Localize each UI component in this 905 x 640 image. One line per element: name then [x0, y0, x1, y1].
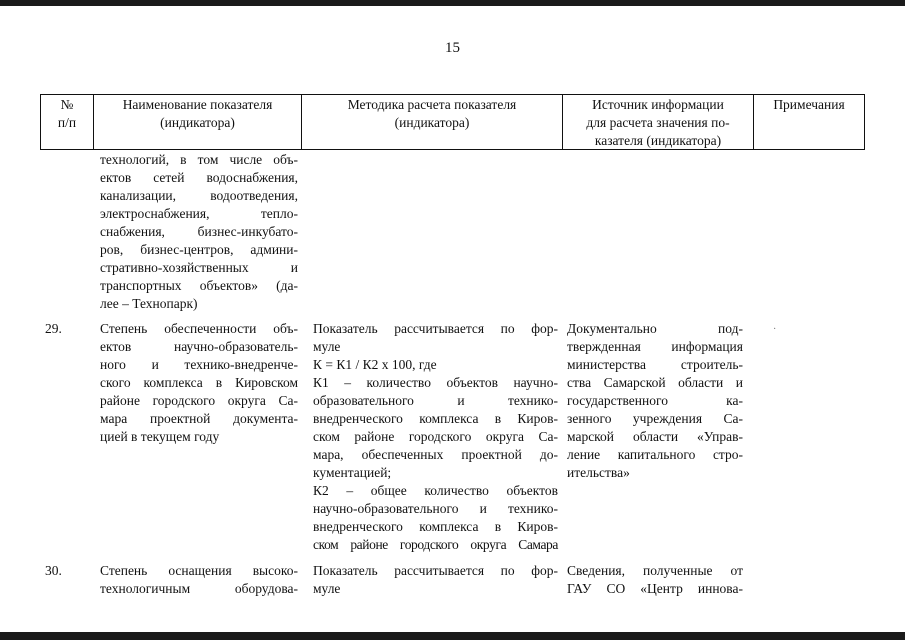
name-line: Степень оснащения высоко- — [100, 563, 298, 578]
header-number — [41, 96, 93, 132]
method-line: кументацией; — [313, 465, 392, 480]
method-line: муле — [313, 339, 341, 354]
header-method-line2: (индикатора) — [394, 115, 470, 130]
source-line: министерства строитель- — [567, 357, 743, 372]
header-source-line2: для расчета значения по- — [586, 115, 730, 130]
source-line: Сведения, полученные от — [567, 563, 743, 578]
row-29-method-cell — [313, 320, 558, 554]
source-line: твержденная информация — [567, 339, 743, 354]
row-29-number: 29. — [45, 321, 62, 336]
name-line: мара проектной документа- — [100, 411, 298, 426]
continuation-line: канализации, водоотведения, — [100, 188, 298, 203]
header-top-rule — [40, 94, 864, 95]
source-line: государственного ка- — [567, 393, 743, 408]
method-line: внедренческого комплекса в Киров- — [313, 519, 558, 534]
header-source-line3: казателя (индикатора) — [594, 133, 722, 148]
name-line: технологичным оборудова- — [100, 581, 298, 596]
source-line: ление капитального стро- — [567, 447, 743, 462]
method-line: образовательного и технико- — [313, 393, 558, 408]
source-line: марской области «Управ- — [567, 429, 743, 444]
method-line: муле — [313, 581, 341, 596]
continuation-line: транспортных объектов» (да- — [100, 278, 298, 293]
source-line: зенного учреждения Са- — [567, 411, 743, 426]
method-line: мара, обеспеченных проектной до- — [313, 447, 558, 462]
continuation-line: лее – Технопарк) — [100, 296, 198, 311]
header-number-line2: п/п — [57, 115, 77, 130]
name-line: районе городского округа Са- — [100, 393, 298, 408]
row-29-source-cell — [567, 320, 743, 482]
method-line: Показатель рассчитывается по фор- — [313, 321, 558, 336]
method-line: Показатель рассчитывается по фор- — [313, 563, 558, 578]
row-30-method-cell — [313, 562, 558, 598]
header-method-line1: Методика расчета показателя — [347, 97, 517, 112]
source-line: ства Самарской области и — [567, 375, 743, 390]
scan-speck: · — [773, 324, 777, 335]
page-number: 15 — [445, 40, 460, 56]
method-line: ском районе городского округа Са- — [313, 429, 558, 444]
name-line: Степень обеспеченности объ- — [100, 321, 298, 336]
continuation-name-cell — [100, 151, 298, 313]
header-source — [563, 96, 753, 150]
source-line: ительства» — [567, 465, 630, 480]
continuation-line: стративно-хозяйственных и — [100, 260, 298, 275]
top-border — [0, 0, 905, 6]
continuation-line: ектов сетей водоснабжения, — [100, 170, 298, 185]
header-notes-line1: Примечания — [773, 97, 845, 112]
header-divider-6 — [864, 94, 865, 150]
header-name-line1: Наименование показателя — [122, 97, 273, 112]
method-line: ском районе городского округа Самара — [313, 537, 558, 552]
row-30-name-cell — [100, 562, 298, 598]
continuation-line: ров, бизнес-центров, админи- — [100, 242, 298, 257]
source-line: Документально под- — [567, 321, 743, 336]
header-method — [302, 96, 562, 132]
name-line: ектов научно-образователь- — [100, 339, 298, 354]
row-30-source-cell — [567, 562, 743, 598]
row-29-name-cell — [100, 320, 298, 446]
header-notes — [754, 96, 864, 114]
method-line: К2 – общее количество объектов — [313, 483, 558, 498]
header-source-line1: Источник информации — [592, 97, 724, 112]
header-number-line1: № — [60, 97, 74, 112]
name-line: ского комплекса в Кировском — [100, 375, 298, 390]
continuation-line: снабжения, бизнес-инкубато- — [100, 224, 298, 239]
method-line: научно-образовательного и технико- — [313, 501, 558, 516]
row-30-number: 30. — [45, 563, 62, 578]
name-line: ного и технико-внедренче- — [100, 357, 298, 372]
header-name — [94, 96, 301, 132]
bottom-border — [0, 632, 905, 640]
method-line: К = К1 / К2 х 100, где — [313, 357, 437, 372]
header-name-line2: (индикатора) — [160, 115, 235, 130]
continuation-line: электроснабжения, тепло- — [100, 206, 298, 221]
method-line: внедренческого комплекса в Киров- — [313, 411, 558, 426]
name-line: цией в текущем году — [100, 429, 220, 444]
source-line: ГАУ СО «Центр иннова- — [567, 581, 743, 596]
continuation-line: технологий, в том числе объ- — [100, 152, 298, 167]
method-line: К1 – количество объектов научно- — [313, 375, 558, 390]
